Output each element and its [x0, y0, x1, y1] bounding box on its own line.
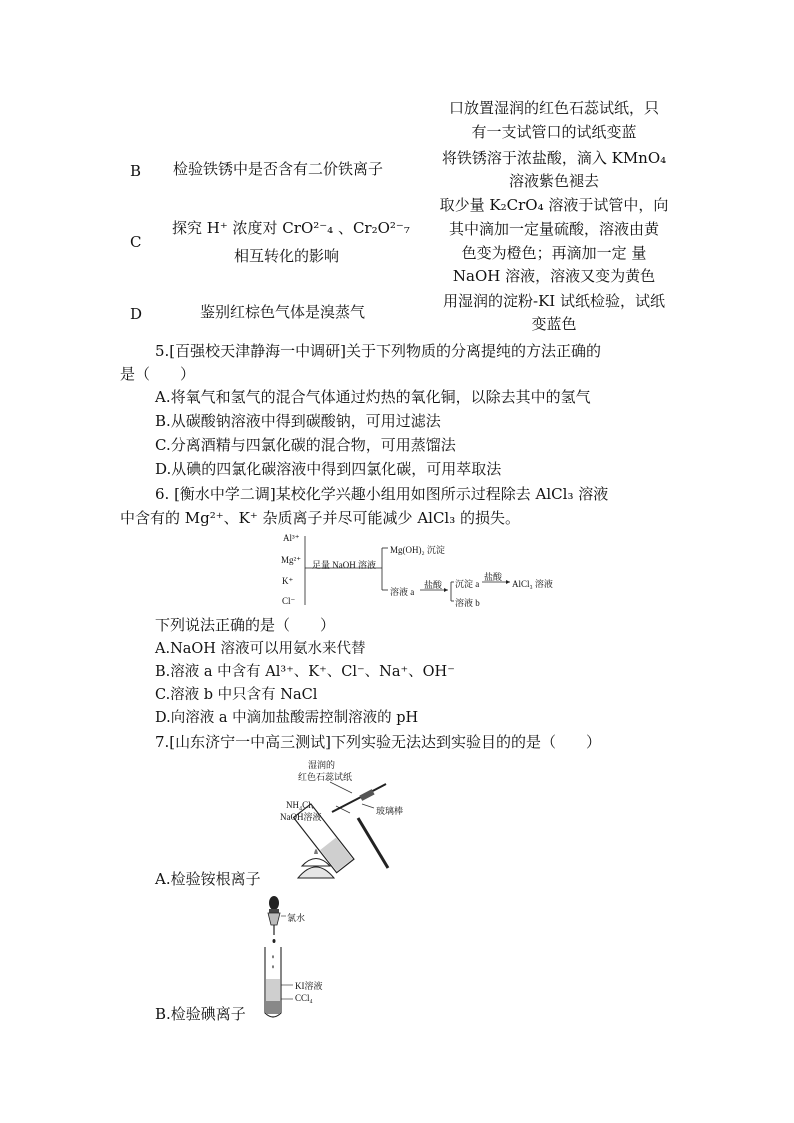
q5-option-d: D.从碘的四氯化碳溶液中得到四氯化碳，可用萃取法: [155, 460, 502, 478]
fig-a-paper-line1: 湿润的: [308, 760, 336, 770]
q6-option-a: A.NaOH 溶液可以用氨水来代替: [155, 641, 366, 657]
precipitate-mgoh2: Mg(OH)₂ 沉淀: [390, 545, 445, 555]
row-b-result-line2: 溶液紫色褪去: [508, 172, 599, 190]
q5-stem-line2: 是（ ）: [120, 365, 196, 383]
q7-figure-b: [255, 895, 375, 1025]
q7-option-b: B.检验碘离子: [155, 1005, 246, 1023]
solution-a: 溶液 a: [390, 587, 415, 597]
row-c-purpose-line2: 相互转化的影响: [234, 247, 340, 265]
product-alcl3: AlCl₃ 溶液: [512, 579, 553, 589]
row-b-label: B: [130, 162, 142, 180]
row-c-result-line4: NaOH 溶液，溶液又变为黄色: [452, 267, 656, 285]
fig-a-rod-label: 玻璃棒: [376, 806, 404, 816]
fig-a-reagent-line1: NH₄Cl、: [286, 800, 320, 810]
row-c-purpose-line1: 探究 H⁺ 浓度对 CrO²⁻₄ 、Cr₂O²⁻₇: [172, 219, 410, 237]
q6-stem-line2: 中含有的 Mg²⁺、K⁺ 杂质离子并尽可能减少 AlCl₃ 的损失。: [120, 509, 521, 527]
fig-b-solution-label: KI溶液: [295, 981, 323, 991]
ammonium-test-apparatus: [270, 756, 450, 891]
solution-b: 溶液 b: [455, 598, 480, 608]
q7-stem: 7.[山东济宁一中高三测试]下列实验无法达到实验目的的是（ ）: [155, 733, 602, 751]
ion-k: K⁺: [282, 576, 294, 586]
q6-flow-diagram: [270, 533, 570, 613]
row-d-label: D: [130, 305, 143, 323]
q6-prompt: 下列说法正确的是（ ）: [155, 616, 336, 634]
q6-option-b: B.溶液 a 中含有 Al³⁺、K⁺、Cl⁻、Na⁺、OH⁻: [155, 664, 455, 680]
row-b-result-line1: 将铁锈溶于浓盐酸，滴入 KMnO₄: [441, 149, 667, 167]
row-a-result-line1: 口放置湿润的红色石蕊试纸，只: [448, 99, 659, 117]
step1-label: 足量 NaOH 溶液: [312, 560, 376, 570]
row-c-label: C: [130, 233, 142, 251]
fig-b-dropper-label: 氯水: [287, 913, 306, 923]
iodide-test-apparatus: [255, 895, 375, 1025]
reagent-hcl-1: 盐酸: [424, 580, 443, 590]
q6-option-d: D.向溶液 a 中滴加盐酸需控制溶液的 pH: [155, 710, 419, 726]
q7-option-a: A.检验铵根离子: [155, 870, 261, 888]
row-d-result-line2: 变蓝色: [531, 315, 577, 333]
q6-option-c: C.溶液 b 中只含有 NaCl: [155, 687, 318, 703]
row-c-result-line1: 取少量 K₂CrO₄ 溶液于试管中，向: [439, 196, 669, 214]
row-c-result-line2: 其中滴加一定量硫酸，溶液由黄: [448, 220, 659, 238]
q5-option-a: A.将氧气和氢气的混合气体通过灼热的氧化铜，以除去其中的氢气: [155, 388, 591, 406]
ion-mg: Mg²⁺: [281, 555, 301, 565]
precipitate-a: 沉淀 a: [455, 579, 480, 589]
q5-option-b: B.从碳酸钠溶液中得到碳酸钠，可用过滤法: [155, 412, 441, 430]
q6-stem-line1: 6. [衡水中学二调]某校化学兴趣小组用如图所示过程除去 AlCl₃ 溶液: [155, 485, 609, 503]
row-c-result-line3: 色变为橙色；再滴加一定 量: [461, 244, 647, 262]
ion-al: Al³⁺: [283, 533, 300, 543]
ion-cl: Cl⁻: [282, 596, 296, 606]
row-d-purpose: 鉴别红棕色气体是溴蒸气: [200, 303, 366, 321]
fig-a-reagent-line2: NaOH溶液: [280, 812, 322, 822]
row-a-result-line2: 有一支试管口的试纸变蓝: [471, 123, 637, 141]
reagent-hcl-2: 盐酸: [484, 572, 503, 582]
q5-option-c: C.分离酒精与四氯化碳的混合物，可用蒸馏法: [155, 436, 456, 454]
fig-b-solvent-label: CCl₄: [295, 993, 313, 1003]
q7-figure-a: [270, 756, 450, 891]
row-d-result-line1: 用湿润的淀粉-KI 试纸检验，试纸: [443, 292, 665, 310]
fig-a-paper-line2: 红色石蕊试纸: [298, 772, 353, 782]
row-b-purpose: 检验铁锈中是否含有二价铁离子: [173, 160, 384, 178]
q5-stem-line1: 5.[百强校天津静海一中调研]关于下列物质的分离提纯的方法正确的: [155, 342, 602, 360]
